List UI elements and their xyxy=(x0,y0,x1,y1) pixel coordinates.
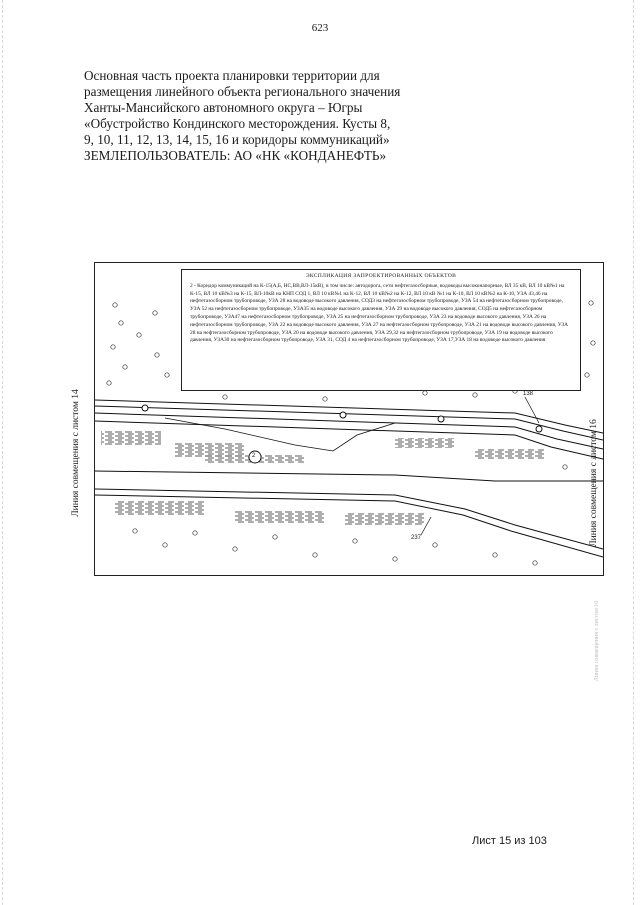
planning-map xyxy=(94,262,604,576)
page-number: 623 xyxy=(311,22,329,34)
left-page-edge xyxy=(2,0,3,905)
heading-line: «Обустройство Кондинского месторождения. Кусты 8, xyxy=(84,116,391,131)
heading-line: Ханты-Мансийского автономного округа – Югры xyxy=(84,100,363,115)
label-138: 138 xyxy=(523,391,534,397)
right-alignment-label: Линия совмещения с листом 16 xyxy=(589,419,599,547)
label-237: 237 xyxy=(411,535,422,541)
heading-line: Основная часть проекта планировки территории для xyxy=(84,68,380,83)
right-page-edge xyxy=(633,0,634,905)
legend-text: 2 - Коридор коммуникаций на К-15(А,Б, НС,ВВ,ВЛ-15кВ), в том числе: автодорога, сети нефтегазосборные, водоводы высоконапорные, ВЛ 35 кВ, ВЛ 10 кВ№1 на К-15, ВЛ 10 кВ№3 на К-15, ВЛ-10кВ на КНП СОД 1, ВЛ 10 кВ№1 на К-12, ВЛ 10 кВ№2 на К-12, ВЛ 10 кВ №1 на К-10, ВЛ 10 кВ№2 на К-10, УЗА 43,46 на нефтегазосборном трубопроводе, УЗА 28 на водоводе высокого давления, СОД3 на нефтегазосборном трубопроводе, УЗА 54 на нефтегазосборном трубопроводе, УЗА 52 на нефтегазосборном трубопроводе, УЗА35 на водоводе высокого давления, УЗА 29 на водоводе высокого давления, СОД5 на нефтегазосборном трубопроводе, УЗА47 на нефтегазосборном трубопроводе, УЗА 25 на нефтегазосборном трубопроводе, УЗА 23 на водоводе высокого давления, УЗА 26 на нефтегазосборном трубопроводе, УЗА 22 на водоводе высокого давления, УЗА 27 на нефтегазосборном трубопроводе, УЗА 21 на водоводе высокого давления, УЗА 28 на нефтегазосборном трубопроводе, УЗА 20 на водоводе высокого давления, УЗА 29,32 на нефтегазосборном трубопроводе, УЗА 19 на водоводе высокого давления, УЗА30 на нефтегазосборном трубопроводе, УЗА 31, СОД 4 на нефтегазосборном трубопроводе, УЗА 17,УЗА 18 на водоводе высокого давления xyxy=(190,282,569,344)
object-number-label: 2 xyxy=(252,453,256,459)
heading-line: ЗЕМЛЕПОЛЬЗОВАТЕЛЬ: АО «НК «КОНДАНЕФТЬ» xyxy=(84,148,387,163)
left-alignment-label: Линия совмещения с листом 14 xyxy=(71,389,81,517)
document-heading xyxy=(84,68,404,164)
legend-title: ЭКСПЛИКАЦИЯ ЗАПРОЕКТИРОВАННЫХ ОБЪЕКТОВ xyxy=(305,273,457,279)
leader-line-138 xyxy=(525,397,539,423)
hatched-areas xyxy=(101,431,545,525)
heading-line: размещения линейного объекта регионального значения xyxy=(84,84,401,99)
corridor-lines xyxy=(95,400,603,557)
sheet-number: Лист 15 из 103 xyxy=(472,835,547,847)
faded-alignment-label: Линия совмещения с листом 16 xyxy=(594,600,600,682)
heading-line: 9, 10, 11, 12, 13, 14, 15, 16 и коридоры коммуникаций» xyxy=(84,132,390,147)
legend-box xyxy=(181,269,581,391)
